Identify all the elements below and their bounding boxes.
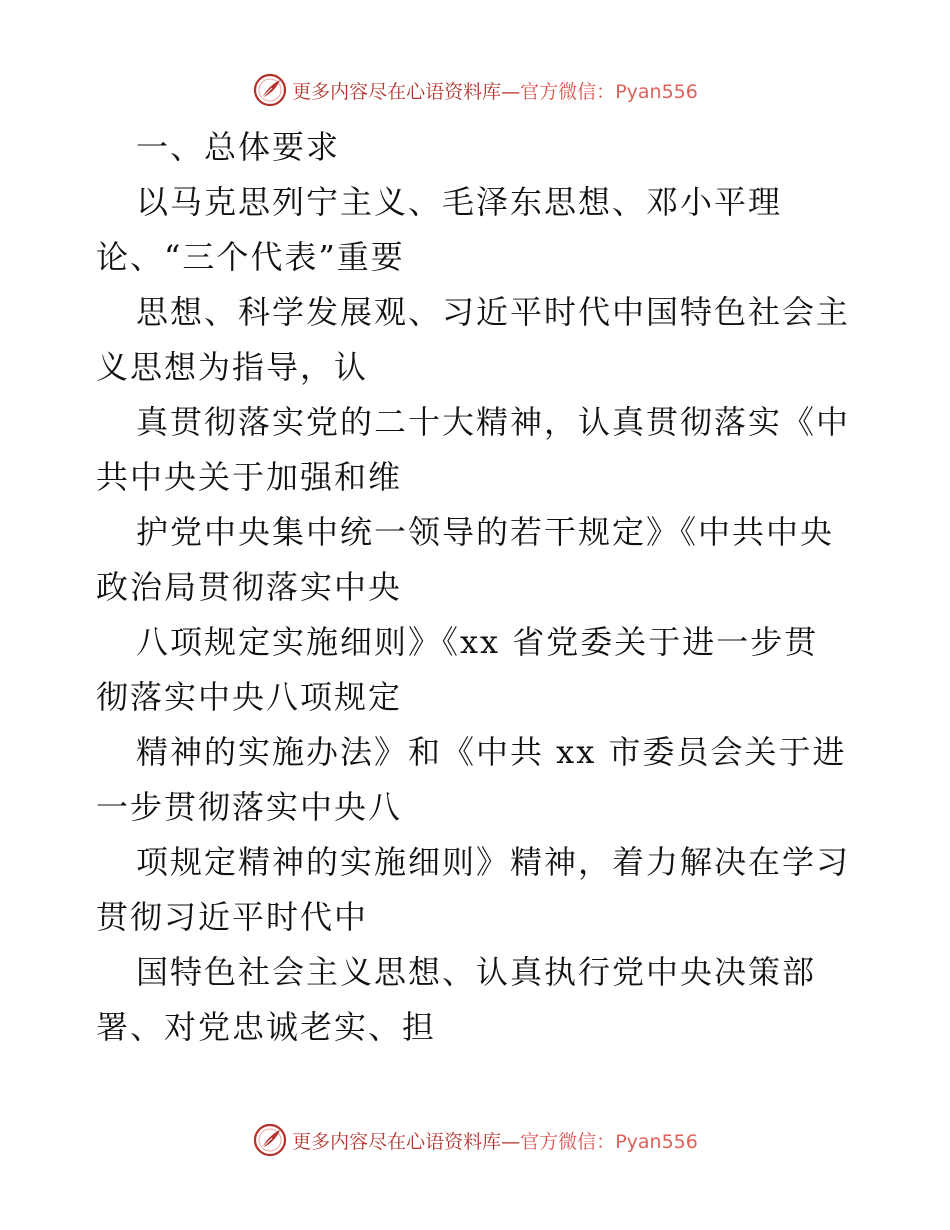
paragraph-line: 护党中央集中统一领导的若干规定》《中共中央 (136, 513, 835, 551)
header-banner-separator: — (501, 80, 521, 103)
paragraph-line: 项规定精神的实施细则》精神，着力解决在学习 (136, 843, 851, 881)
paragraph-line: 以马克思列宁主义、毛泽东思想、邓小平理 (136, 183, 783, 221)
document-body (96, 120, 856, 1055)
footer-banner-separator: — (501, 1130, 521, 1153)
paragraph-line: 精神的实施办法》和《中共 xx 市委员会关于进 (136, 733, 847, 771)
footer-banner-text (292, 1127, 698, 1154)
paragraph-line: 政治局贯彻落实中央 (96, 568, 403, 606)
footer-banner-wechat-label: 官方微信： (520, 1130, 616, 1153)
paragraph-line: 八项规定实施细则》《xx 省党委关于进一步贯 (136, 623, 819, 661)
footer-banner-title: 更多内容尽在心语资料库 (292, 1130, 502, 1153)
header-banner-wechat-id: Pyan556 (615, 80, 698, 103)
footer-banner-content (252, 1122, 698, 1158)
paragraph-line: 一步贯彻落实中央八 (96, 788, 403, 826)
paragraph-line: 真贯彻落实党的二十大精神，认真贯彻落实《中 (136, 403, 851, 441)
paragraph-line: 思想、科学发展观、习近平时代中国特色社会主 (136, 293, 851, 331)
paragraph-line: 彻落实中央八项规定 (96, 678, 403, 716)
paragraph-line: 共中央关于加强和维 (96, 458, 403, 496)
feather-quill-icon (252, 72, 288, 108)
feather-quill-icon (252, 1122, 288, 1158)
footer-banner-wechat-id: Pyan556 (615, 1130, 698, 1153)
paragraph-line: 国特色社会主义思想、认真执行党中央决策部 (136, 953, 817, 991)
paragraph-line: 论、“三个代表”重要 (96, 238, 405, 276)
section-heading: 一、总体要求 (136, 128, 341, 166)
header-banner-content (252, 72, 698, 108)
paragraph-line: 署、对党忠诚老实、担 (96, 1008, 437, 1046)
header-banner-title: 更多内容尽在心语资料库 (292, 80, 502, 103)
header-banner-text (292, 77, 698, 104)
footer-banner (0, 1120, 950, 1160)
header-banner (0, 70, 950, 110)
header-banner-wechat-label: 官方微信： (520, 80, 616, 103)
paragraph-line: 贯彻习近平时代中 (96, 898, 369, 936)
paragraph-line: 义思想为指导，认 (96, 348, 369, 386)
